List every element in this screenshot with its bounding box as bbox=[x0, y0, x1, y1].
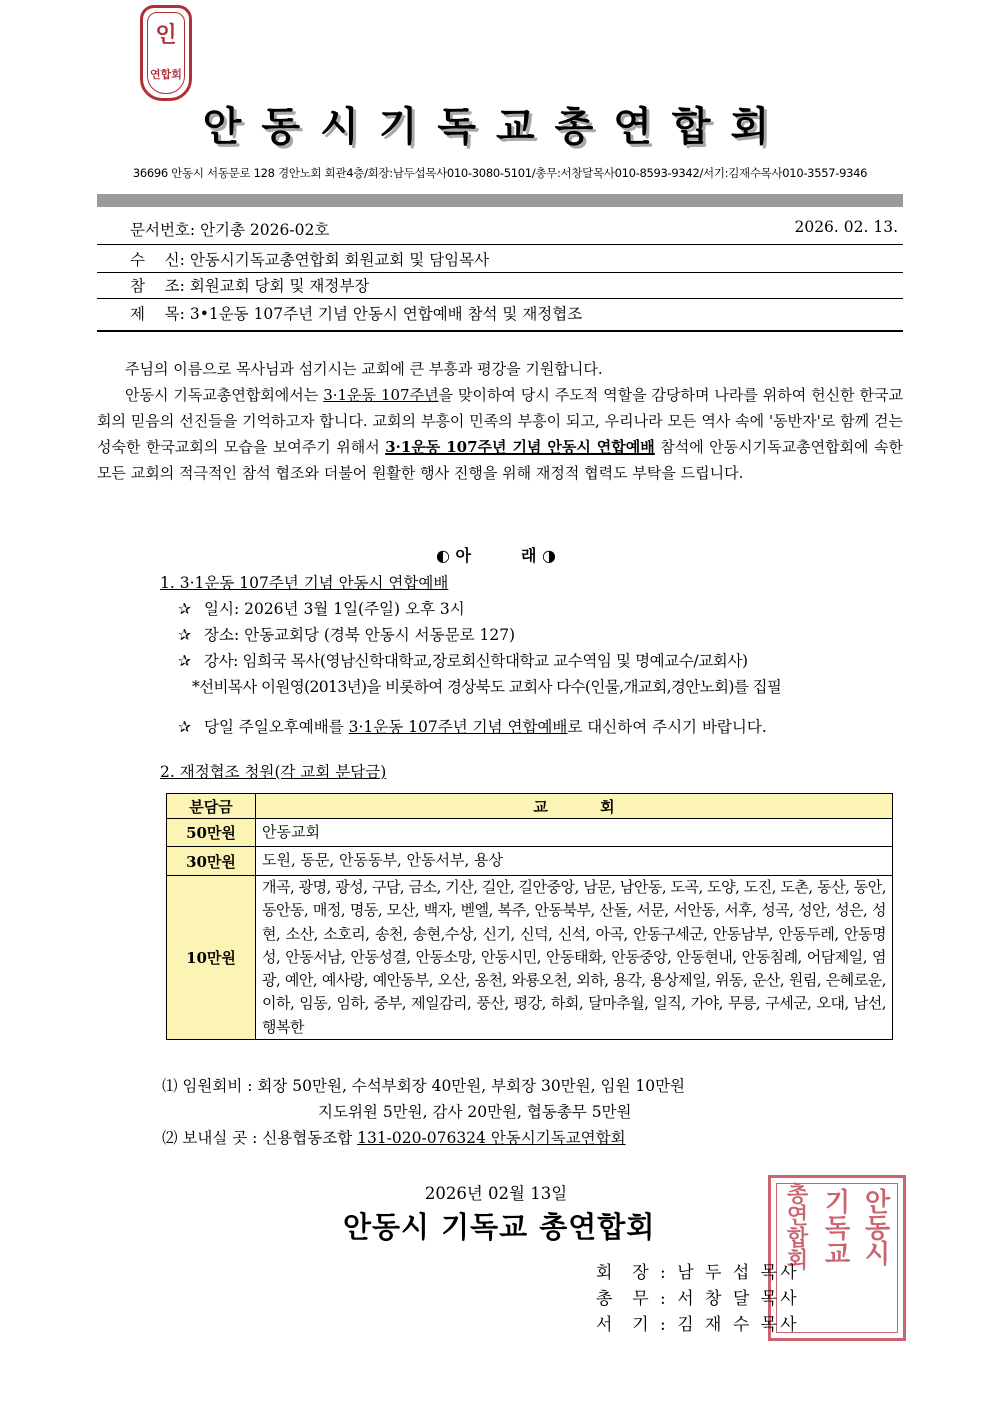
churches-cell: 도원, 동문, 안동동부, 안동서부, 용상 bbox=[256, 847, 893, 876]
officer-president: 회 장 : 남 두 섭 목사 bbox=[596, 1263, 800, 1283]
doc-number: 안기총 2026-02호 bbox=[200, 221, 330, 239]
address-line: 36696 안동시 서동문로 128 경안노회 회관4층/회장:남두섭목사010-3080-5101/총무:서창달목사010-8593-9342/서기:김재수목사010-3557-9346 bbox=[132, 166, 868, 180]
reference: 회원교회 당회 및 재정부장 bbox=[189, 277, 370, 295]
greeting: 주님의 이름으로 목사님과 섬기시는 교회에 큰 부흥과 평강을 기원합니다. bbox=[125, 360, 603, 378]
doc-number-label: 문서번호: bbox=[130, 221, 196, 239]
table-header bbox=[167, 794, 893, 819]
seal-stamp-top bbox=[140, 5, 192, 101]
seal-char: 총연합회 bbox=[783, 1182, 808, 1270]
star-icon: ✰ bbox=[178, 652, 191, 670]
star-icon: ✰ bbox=[178, 718, 191, 736]
recipient: 안동시기독교총연합회 회원교회 및 담임목사 bbox=[189, 251, 490, 269]
emphasis: 3·1운동 107주년 bbox=[323, 386, 439, 404]
amount-cell: 50만원 bbox=[167, 819, 256, 847]
amount-cell: 30만원 bbox=[167, 847, 256, 876]
emphasis: 3·1운동 107주년 기념 안동시 연합예배 bbox=[385, 438, 655, 456]
seal-char: 인 bbox=[155, 23, 177, 48]
subject: 3•1운동 107주년 기념 안동시 연합예배 참석 및 재정협조 bbox=[189, 305, 583, 323]
amount-cell: 10만원 bbox=[167, 876, 256, 1040]
officer-clerk: 서 기 : 김 재 수 목사 bbox=[596, 1315, 800, 1335]
reference-row bbox=[130, 274, 369, 296]
footnote-dues: ⑴ 임원회비 : 회장 50만원, 수석부회장 40만원, 부회장 30만원, 임원 10만원 bbox=[162, 1077, 686, 1095]
event-notice: ✰ 당일 주일오후예배를 3·1운동 107주년 기념 연합예배로 대신하여 주시기 바랍니다. bbox=[178, 718, 767, 736]
churches-cell: 안동교회 bbox=[256, 819, 893, 847]
header-divider-bar bbox=[97, 194, 903, 207]
officer-secretary-general: 총 무 : 서 창 달 목사 bbox=[596, 1289, 800, 1309]
churches-cell: 개곡, 광명, 광성, 구담, 금소, 기산, 길안, 길안중앙, 남문, 남안동, 도곡, 도양, 도진, 도촌, 동산, 동안, 동안동, 매정, 명동, 모산, 백자, 벧엘, 복주, 안동북부, 산돌, 서문, 서안동, 서후, 성곡, 성안, 성은, 성현, 소산, 소호리, 송천, 송현,수상, 신기, 신덕, 신석, 아곡, 안동구세군, 안동남부, 안동두레, 안동명성, 안동서남, 안동성결, 안동소망, 안동시민, 안동태화, 안동중앙, 안동현내, 안동침례, 어담제일, 염광, 예안, 예사랑, 예안동부, 오산, 옹천, 와룡오천, 외하, 용각, 용상제일, 위동, 운산, 원림, 은혜로운, 이하, 임동, 임하, 중부, 제일감리, 풍산, 평강, 하회, 달마추월, 일직, 가야, 무릉, 구세군, 오대, 남선, 행복한 bbox=[256, 876, 893, 1040]
table-row bbox=[167, 876, 893, 1040]
divider bbox=[97, 330, 903, 332]
doc-number-row bbox=[130, 218, 329, 240]
divider bbox=[97, 298, 903, 299]
footnote-account: ⑵ 보내실 곳 : 신용협동조합 131-020-076324 안동시기독교연합회 bbox=[162, 1129, 626, 1147]
footnote-dues-cont: 지도위원 5만원, 감사 20만원, 협동총무 5만원 bbox=[318, 1103, 632, 1121]
account-number: 131-020-076324 안동시기독교연합회 bbox=[357, 1129, 626, 1147]
star-icon: ✰ bbox=[178, 626, 191, 644]
table-row bbox=[167, 819, 893, 847]
star-icon: ✰ bbox=[178, 600, 191, 618]
signature-org: 안동시 기독교 총연합회 bbox=[343, 1210, 656, 1244]
event-date: ✰ 일시: 2026년 3월 1일(주일) 오후 3시 bbox=[178, 600, 465, 618]
seal-char: 안동시 bbox=[860, 1188, 890, 1266]
body-paragraph: 안동시 기독교총연합회에서는 3·1운동 107주년을 맞이하여 당시 주도적 역할을 감당하며 나라를 위하여 헌신한 한국교회의 믿음의 선진들을 기억하고자 합니다. 교회의 부흥이 민족의 부흥이 되고, 우리나라 모든 역사 속에 '동반자'로 함께 걷는 성숙한 한국교회의 모습을 보여주기 위해서 3·1운동 107주년 기념 안동시 연합예배 참석에 안동시기독교총연합회에 속한 모든 교회의 적극적인 참석 협조와 더불어 원활한 행사 진행을 위해 재정적 협력도 부탁을 드립니다. bbox=[97, 386, 904, 482]
recipient-row bbox=[130, 248, 489, 270]
divider bbox=[97, 272, 903, 273]
subject-row bbox=[130, 302, 582, 324]
section-1-title: 1. 3·1운동 107주년 기념 안동시 연합예배 bbox=[160, 574, 449, 592]
speaker-note: *선비목사 이원영(2013년)을 비롯하여 경상북도 교회사 다수(인물,개교회,경안노회)를 집필 bbox=[192, 678, 782, 696]
table-row bbox=[167, 847, 893, 876]
doc-date: 2026. 02. 13. bbox=[794, 218, 898, 236]
signature-date: 2026년 02월 13일 bbox=[424, 1184, 568, 1203]
seal-char: 기독교 bbox=[820, 1188, 850, 1266]
table-header-cell: 교 회 bbox=[256, 794, 893, 819]
reference-label: 참 조: bbox=[130, 277, 185, 295]
section-heading-ahre: ◐ 아 래 ◑ bbox=[436, 546, 556, 565]
recipient-label: 수 신: bbox=[130, 251, 185, 269]
organization-title: 안동시기독교총연합회 bbox=[202, 104, 790, 150]
event-place: ✰ 장소: 안동교회당 (경북 안동시 서동문로 127) bbox=[178, 626, 516, 644]
divider bbox=[97, 244, 903, 245]
table-header-cell: 분담금 bbox=[167, 794, 256, 819]
seal-char: 연합회 bbox=[150, 68, 182, 81]
contribution-table bbox=[166, 793, 893, 1040]
body-text bbox=[97, 356, 903, 486]
section-2-title: 2. 재정협조 청원(각 교회 분담금) bbox=[160, 763, 387, 781]
event-speaker: ✰ 강사: 임희국 목사(영남신학대학교,장로회신학대학교 교수역임 및 명예교수/교회사) bbox=[178, 652, 748, 670]
subject-label: 제 목: bbox=[130, 305, 185, 323]
